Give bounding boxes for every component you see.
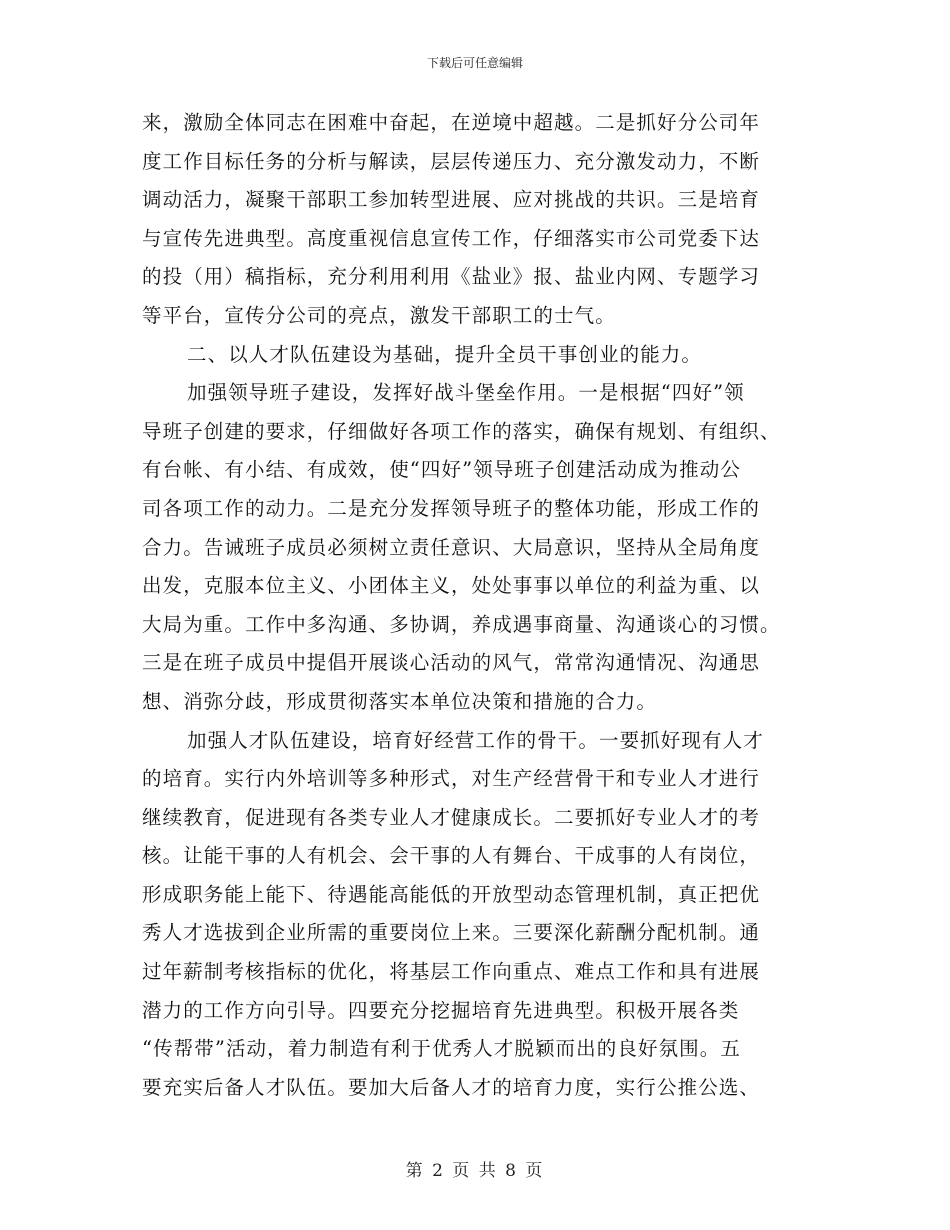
section-heading: 二、以人才队伍建设为基础，提升全员干事创业的能力。 [187,342,703,366]
body-line-5: 的投（用）稿指标，充分利用利用《盐业》报、盐业内网、专题学习 [142,265,761,289]
body-line-17: 加强人才队伍建设，培育好经营工作的骨干。一要抓好现有人才 [187,728,764,752]
body-line-2: 度工作目标任务的分析与解读，层层传递压力、充分激发动力，不断 [142,149,761,173]
body-line-16: 想、消弥分歧，形成贯彻落实本单位决策和措施的合力。 [142,689,658,713]
body-line-4: 与宣传先进典型。高度重视信息宣传工作，仔细落实市公司党委下达 [142,226,761,250]
body-line-25: “传帮带”活动，着力制造有利于优秀人才脱颖而出的良好氛围。五 [142,1037,741,1061]
body-line-21: 形成职务能上能下、待遇能高能低的开放型动态管理机制，真正把优 [142,882,761,906]
body-line-12: 合力。告诫班子成员必须树立责任意识、大局意识，坚持从全局角度 [142,535,761,559]
body-line-23: 过年薪制考核指标的优化，将基层工作向重点、难点工作和具有进展 [142,960,761,984]
page-number-footer: 第 2 页 共 8 页 [405,1161,545,1181]
body-line-1: 来，激励全体同志在困难中奋起，在逆境中超越。二是抓好分公司年 [142,111,761,134]
body-line-9: 导班子创建的要求，仔细做好各项工作的落实，确保有规划、有组织、 [142,419,781,443]
body-line-3: 调动活力，凝聚干部职工参加转型进展、应对挑战的共识。三是培育 [142,188,761,212]
body-line-8: 加强领导班子建设，发挥好战斗堡垒作用。一是根据“四好”领 [187,381,745,405]
body-line-10: 有台帐、有小结、有成效，使“四好”领导班子创建活动成为推动公 [142,458,741,482]
body-line-26: 要充实后备人才队伍。要加大后备人才的培育力度，实行公推公选、 [142,1075,761,1099]
body-line-19: 继续教育，促进现有各类专业人才健康成长。二要抓好专业人才的考 [142,805,761,829]
body-line-20: 核。让能干事的人有机会、会干事的人有舞台、干成事的人有岗位， [142,844,761,868]
body-line-6: 等平台，宣传分公司的亮点，激发干部职工的士气。 [142,303,616,327]
body-line-18: 的培育。实行内外培训等多种形式，对生产经营骨干和专业人才进行 [142,767,761,791]
body-line-14: 大局为重。工作中多沟通、多协调，养成遇事商量、沟通谈心的习惯。 [142,612,781,636]
body-line-22: 秀人才选拔到企业所需的重要岗位上来。三要深化薪酬分配机制。通 [142,921,761,945]
body-line-15: 三是在班子成员中提倡开展谈心活动的风气，常常沟通情况、沟通思 [142,651,761,675]
page-header-note: 下载后可任意编辑 [426,56,523,70]
body-line-11: 司各项工作的动力。二是充分发挥领导班子的整体功能，形成工作的 [142,496,761,520]
body-line-24: 潜力的工作方向引导。四要充分挖掘培育先进典型。积极开展各类 [142,998,740,1022]
document-body [142,104,810,1107]
body-line-13: 出发，克服本位主义、小团体主义，处处事事以单位的利益为重、以 [142,574,761,598]
